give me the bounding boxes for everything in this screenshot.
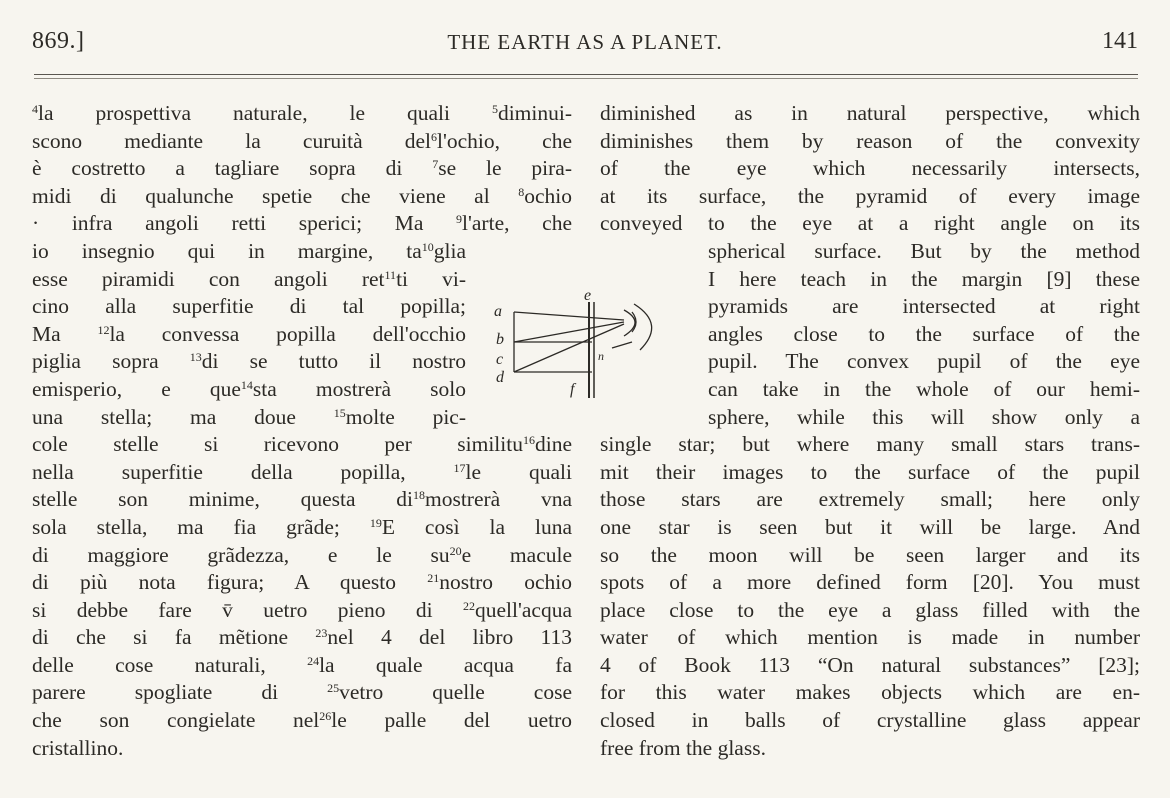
text-segment: le quali bbox=[465, 459, 572, 484]
text-line bbox=[32, 624, 572, 652]
figure-label-b: b bbox=[496, 331, 504, 348]
figure-label-e: e bbox=[584, 290, 592, 304]
text-segment: midi di qualunche spetie che viene al bbox=[32, 183, 519, 208]
text-line bbox=[32, 321, 466, 349]
text-segment: l'arte, che bbox=[462, 211, 572, 236]
text-line bbox=[32, 542, 572, 570]
text-segment: nel 4 del libro 113 bbox=[327, 625, 573, 650]
footnote-ref: 23 bbox=[315, 626, 328, 641]
text-segment: sola stella, ma fia grãde; bbox=[32, 514, 370, 539]
text-line bbox=[32, 155, 572, 183]
eye-outline-lower bbox=[634, 304, 652, 350]
text-line bbox=[32, 183, 572, 211]
footnote-ref: 22 bbox=[463, 598, 475, 613]
text-segment: molte pic- bbox=[345, 404, 467, 429]
footnote-ref: 14 bbox=[240, 377, 253, 392]
text-segment: di maggiore grãdezza, e le su bbox=[32, 542, 450, 567]
text-line bbox=[32, 348, 466, 376]
text-line: at its surface, the pyramid of every image bbox=[600, 183, 1140, 208]
text-line: of the eye which necessarily intersects, bbox=[600, 156, 1140, 181]
italian-text-column bbox=[32, 100, 572, 762]
ray-b bbox=[514, 322, 624, 342]
text-line: pyramids are intersected at right bbox=[708, 294, 1140, 319]
text-segment: mostrerà vna bbox=[424, 487, 573, 512]
text-segment: la quale acqua fa bbox=[319, 652, 572, 677]
text-line: sphere, while this will show only a bbox=[708, 404, 1140, 429]
figure-label-d: d bbox=[496, 369, 504, 386]
text-line bbox=[32, 652, 572, 680]
text-line: I here teach in the margin [9] these bbox=[708, 266, 1140, 291]
footnote-ref: 7 bbox=[432, 157, 439, 172]
text-line: those stars are extremely small; here only bbox=[600, 487, 1140, 512]
header-rule bbox=[34, 74, 1138, 75]
text-segment: ti vi- bbox=[396, 266, 466, 291]
running-header bbox=[0, 28, 1170, 60]
text-line bbox=[32, 238, 466, 266]
text-line: mit their images to the surface of the pupil bbox=[600, 459, 1140, 484]
text-segment: scono mediante la curuità del bbox=[32, 128, 432, 153]
footnote-ref: 4 bbox=[32, 102, 38, 116]
footnote-ref: 16 bbox=[522, 433, 535, 448]
text-line: free from the glass. bbox=[600, 735, 766, 760]
eye-diagram-figure bbox=[484, 290, 674, 410]
text-line: place close to the eye a glass filled with the bbox=[600, 597, 1140, 622]
text-line bbox=[32, 597, 572, 625]
text-line bbox=[32, 293, 466, 321]
text-segment: quell'acqua bbox=[475, 597, 572, 622]
text-segment: nella superfitie della popilla, bbox=[32, 459, 454, 484]
text-line bbox=[32, 569, 572, 597]
footnote-ref: 19 bbox=[369, 515, 382, 530]
text-segment: delle cose naturali, bbox=[32, 652, 308, 677]
text-line: can take in the whole of our hemi- bbox=[708, 376, 1140, 401]
text-segment: vetro quelle cose bbox=[339, 680, 572, 705]
running-title: THE EARTH AS A PLANET. bbox=[447, 30, 723, 54]
figure-label-a: a bbox=[494, 303, 502, 320]
text-line: angles close to the surface of the bbox=[708, 321, 1140, 346]
text-segment: l'ochio, che bbox=[437, 128, 573, 153]
text-line bbox=[32, 431, 572, 459]
footnote-ref: 8 bbox=[518, 184, 525, 199]
text-line bbox=[32, 459, 572, 487]
text-segment: Ma bbox=[32, 321, 98, 346]
text-segment: stelle son minime, questa di bbox=[32, 487, 413, 512]
footnote-ref: 18 bbox=[412, 488, 425, 503]
text-line: spherical surface. But by the method bbox=[708, 238, 1140, 263]
footnote-ref: 17 bbox=[453, 460, 466, 475]
ray-a bbox=[514, 312, 624, 320]
text-segment: di più nota figura; A questo bbox=[32, 570, 428, 595]
footnote-ref: 11 bbox=[384, 267, 397, 282]
text-segment: le palle del uetro bbox=[331, 708, 572, 733]
footnote-ref: 20 bbox=[449, 543, 462, 558]
text-line bbox=[32, 128, 572, 156]
text-segment: se le pira- bbox=[438, 156, 572, 181]
text-segment: nostro ochio bbox=[439, 570, 572, 595]
text-line bbox=[32, 210, 572, 238]
page-number: 141 bbox=[1102, 28, 1138, 54]
footnote-ref: 9 bbox=[456, 212, 463, 227]
footnote-ref: 10 bbox=[421, 239, 434, 254]
text-segment: ochio bbox=[524, 183, 572, 208]
footnote-ref: 13 bbox=[189, 350, 202, 365]
text-segment: esse piramidi con angoli ret bbox=[32, 266, 385, 291]
text-segment: · infra angoli retti sperici; Ma bbox=[32, 211, 457, 236]
footnote-ref: 15 bbox=[333, 405, 346, 420]
text-segment: glia bbox=[433, 238, 466, 263]
footnote-ref: 6 bbox=[431, 129, 438, 144]
text-line: for this water makes objects which are en- bbox=[600, 680, 1140, 705]
text-line: single star; but where many small stars trans- bbox=[600, 432, 1140, 457]
text-line bbox=[32, 266, 466, 294]
header-rule-thin bbox=[34, 78, 1138, 79]
text-segment: di che si fa mẽtione bbox=[32, 625, 316, 650]
text-segment: emisperio, e que bbox=[32, 376, 241, 401]
text-line: one star is seen but it will be large. And bbox=[600, 514, 1140, 539]
footnote-ref: 12 bbox=[97, 322, 110, 337]
text-segment: dine bbox=[534, 432, 572, 457]
text-segment: e macule bbox=[461, 542, 572, 567]
text-segment: cino alla superfitie di tal popilla; bbox=[32, 294, 466, 319]
text-segment: sta mostrerà solo bbox=[252, 376, 466, 401]
text-line bbox=[32, 404, 466, 432]
text-line: closed in balls of crystalline glass appear bbox=[600, 708, 1140, 733]
text-segment: cristallino. bbox=[32, 735, 124, 760]
figure-label-n: n bbox=[598, 349, 604, 363]
text-line: so the moon will be seen larger and its bbox=[600, 542, 1140, 567]
english-translation-column bbox=[600, 100, 1140, 762]
figure-label-c: c bbox=[496, 351, 504, 368]
footnote-ref: 5 bbox=[491, 102, 498, 116]
text-segment: io insegnio qui in margine, ta bbox=[32, 238, 422, 263]
text-line bbox=[32, 735, 572, 763]
text-line: spots of a more defined form [20]. You must bbox=[600, 570, 1140, 595]
footnote-ref: 24 bbox=[307, 653, 320, 668]
figure-label-f: f bbox=[570, 381, 575, 398]
text-line: diminished as in natural perspective, which bbox=[600, 101, 1140, 125]
tick-line bbox=[612, 342, 632, 348]
text-segment: la convessa popilla dell'occhio bbox=[109, 321, 466, 346]
text-line bbox=[32, 486, 572, 514]
text-segment: è costretto a tagliare sopra di bbox=[32, 156, 433, 181]
section-marker: 869.] bbox=[32, 28, 85, 54]
text-line: pupil. The convex pupil of the eye bbox=[708, 349, 1140, 374]
text-segment: diminui- bbox=[497, 101, 572, 125]
text-segment: parere spogliate di bbox=[32, 680, 328, 705]
ray-c bbox=[514, 324, 624, 372]
footnote-ref: 26 bbox=[319, 709, 332, 724]
text-line bbox=[32, 376, 466, 404]
text-segment: si debbe fare v̄ uetro pieno di bbox=[32, 597, 463, 622]
text-line: diminishes them by reason of the convexity bbox=[600, 128, 1140, 153]
text-segment: di se tutto il nostro bbox=[201, 349, 466, 374]
text-line bbox=[32, 514, 572, 542]
text-line: water of which mention is made in number bbox=[600, 625, 1140, 650]
text-segment: cole stelle si ricevono per similitu bbox=[32, 432, 523, 457]
text-line bbox=[32, 679, 572, 707]
text-segment: E così la luna bbox=[381, 514, 572, 539]
text-segment: piglia sopra bbox=[32, 349, 190, 374]
footnote-ref: 25 bbox=[327, 681, 340, 696]
footnote-ref: 21 bbox=[427, 571, 440, 586]
text-line bbox=[32, 707, 572, 735]
text-segment: una stella; ma doue bbox=[32, 404, 334, 429]
text-line: conveyed to the eye at a right angle on its bbox=[600, 211, 1140, 236]
text-line: 4 of Book 113 “On natural substances” [23]; bbox=[600, 652, 1140, 677]
text-line bbox=[32, 100, 572, 128]
text-segment: la prospettiva naturale, le quali bbox=[38, 101, 492, 125]
text-segment: che son congielate nel bbox=[32, 708, 320, 733]
